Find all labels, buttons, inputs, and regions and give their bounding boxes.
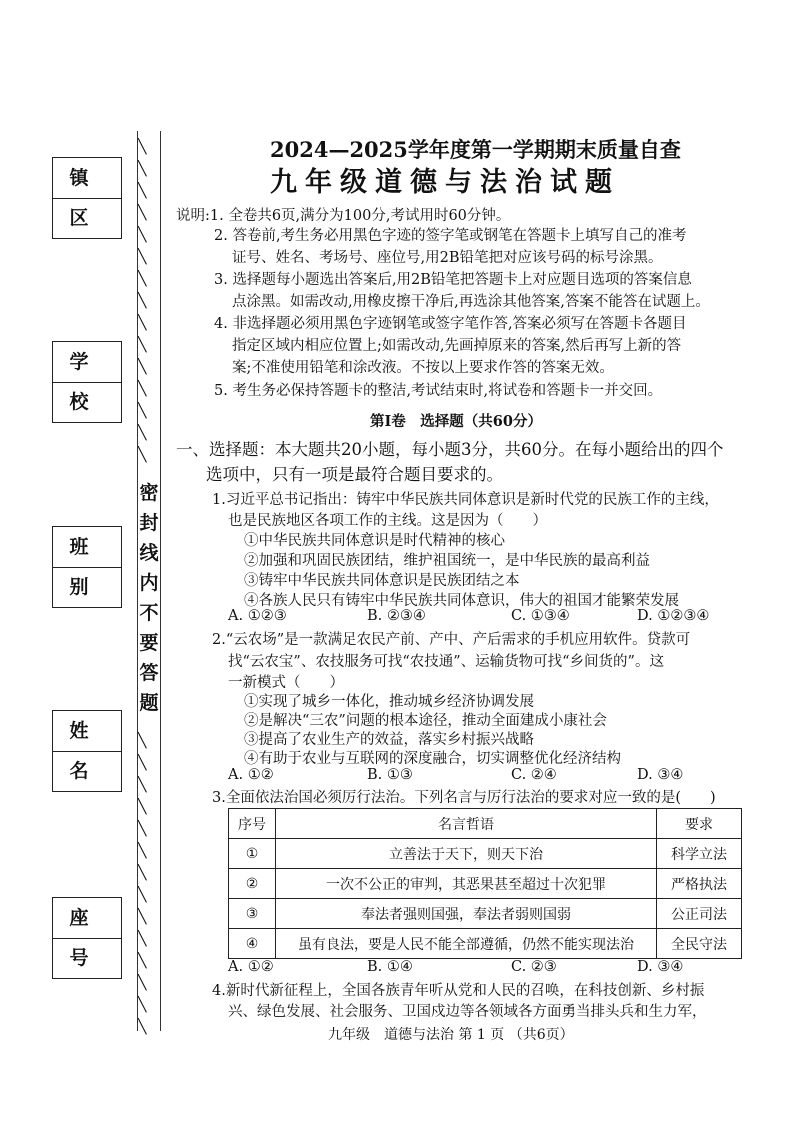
q2-item: ②是解决“三农”问题的根本途径，推动全面建成小康社会 bbox=[244, 713, 607, 729]
q2-option-d[interactable]: D. ③④ bbox=[637, 767, 684, 783]
table-row bbox=[229, 929, 742, 959]
seal-char: 线 bbox=[139, 542, 159, 564]
q3-table bbox=[228, 808, 742, 959]
q1-stem: 也是民族地区各项工作的主线。这是因为（ ） bbox=[228, 513, 547, 529]
binding-slash: ╲ bbox=[138, 139, 147, 155]
table-cell: 公正司法 bbox=[657, 899, 742, 929]
field-seat-label: 座号 bbox=[53, 898, 121, 939]
col-header: 名言哲语 bbox=[276, 809, 657, 839]
q1-item: ④各族人民只有铸牢中华民族共同体意识，伟大的祖国才能繁荣发展 bbox=[244, 593, 679, 609]
binding-slash: ╲ bbox=[138, 777, 147, 793]
binding-slash: ╲ bbox=[138, 183, 147, 199]
q3-stem: 3.全面依法治国必须厉行法治。下列名言与厉行法治的要求对应一致的是( ) bbox=[212, 790, 716, 806]
binding-slash: ╲ bbox=[138, 337, 147, 353]
binding-slash: ╲ bbox=[138, 315, 147, 331]
table-cell: ② bbox=[229, 869, 276, 899]
note-line: 说明:1. 全卷共6页,满分为100分,考试用时60分钟。 bbox=[176, 208, 511, 224]
q4-stem: 兴、绿色发展、社会服务、卫国戍边等各领域各方面勇当排头兵和生力军， bbox=[228, 1004, 707, 1020]
q2-option-b[interactable]: B. ①③ bbox=[367, 767, 413, 783]
note-line: 3. 选择题每小题选出答案后,用2B铅笔把答题卡上对应题目选项的答案信息 bbox=[214, 272, 692, 288]
binding-slash: ╲ bbox=[138, 843, 147, 859]
binding-slash: ╲ bbox=[138, 821, 147, 837]
binding-slash: ╲ bbox=[138, 161, 147, 177]
q1-option-d[interactable]: D. ①②③④ bbox=[637, 608, 710, 624]
seal-char: 答 bbox=[139, 662, 159, 684]
q4-stem: 4.新时代新征程上，全国各族青年听从党和人民的召唤，在科技创新、乡村振 bbox=[212, 983, 705, 999]
q2-item: ③提高了农业生产的效益，落实乡村振兴战略 bbox=[244, 732, 534, 748]
binding-slash: ╲ bbox=[138, 931, 147, 947]
table-header-row bbox=[229, 809, 742, 839]
field-school-label: 学校 bbox=[53, 342, 121, 383]
q3-option-a[interactable]: A. ①② bbox=[228, 959, 274, 975]
field-town-label: 镇区 bbox=[53, 158, 121, 199]
table-cell: 立善法于天下，则天下治 bbox=[276, 839, 657, 869]
table-cell: 一次不公正的审判，其恶果甚至超过十次犯罪 bbox=[276, 869, 657, 899]
binding-slash: ╲ bbox=[138, 249, 147, 265]
page-title: 九年级道德与法治试题 bbox=[270, 167, 620, 198]
binding-slash: ╲ bbox=[138, 953, 147, 969]
binding-slash: ╲ bbox=[138, 887, 147, 903]
binding-slash: ╲ bbox=[138, 865, 147, 881]
note-line: 5. 考生务必保持答题卡的整洁,考试结束时,将试卷和答题卡一并交回。 bbox=[214, 383, 663, 399]
field-town[interactable] bbox=[52, 157, 122, 239]
note-line: 点涂黑。如需改动,用橡皮擦干净后,再选涂其他答案,答案不能答在试题上。 bbox=[232, 294, 710, 310]
table-cell: 严格执法 bbox=[657, 869, 742, 899]
q1-option-b[interactable]: B. ②③④ bbox=[367, 608, 426, 624]
table-cell: ④ bbox=[229, 929, 276, 959]
q2-item: ④有助于农业与互联网的深度融合，切实调整优化经济结构 bbox=[244, 751, 621, 767]
table-cell: ③ bbox=[229, 899, 276, 929]
section-heading: 一、选择题：本大题共20小题，每小题3分，共60分。在每小题给出的四个 bbox=[176, 440, 724, 459]
term-title: 2024—2025学年度第一学期期末质量自查 bbox=[270, 137, 681, 162]
field-class-label: 班别 bbox=[53, 527, 121, 568]
table-cell: 虽有良法，要是人民不能全部遵循，仍然不能实现法治 bbox=[276, 929, 657, 959]
q2-stem: 2.“云农场”是一款满足农民产前、产中、产后需求的手机应用软件。贷款可 bbox=[212, 632, 691, 648]
binding-slash: ╲ bbox=[138, 425, 147, 441]
binding-slash: ╲ bbox=[138, 447, 147, 463]
table-row bbox=[229, 899, 742, 929]
field-class[interactable] bbox=[52, 526, 122, 608]
seal-char: 封 bbox=[139, 512, 159, 534]
binding-slash: ╲ bbox=[138, 733, 147, 749]
binding-slash: ╲ bbox=[138, 403, 147, 419]
page-footer: 九年级 道德与法治 第 1 页 （共6页） bbox=[328, 1027, 574, 1043]
seal-char: 要 bbox=[139, 632, 159, 654]
q2-item: ①实现了城乡一体化，推动城乡经济协调发展 bbox=[244, 694, 534, 710]
table-cell: ① bbox=[229, 839, 276, 869]
q3-option-b[interactable]: B. ①④ bbox=[367, 959, 413, 975]
note-line: 指定区域内相应位置上;如需改动,先画掉原来的答案,然后再写上新的答 bbox=[232, 338, 682, 354]
section-heading: 选项中，只有一项是最符合题目要求的。 bbox=[206, 465, 503, 484]
q2-option-c[interactable]: C. ②④ bbox=[511, 767, 557, 783]
binding-slash: ╲ bbox=[138, 227, 147, 243]
binding-slash: ╲ bbox=[138, 909, 147, 925]
seal-char: 题 bbox=[139, 692, 159, 714]
col-header: 序号 bbox=[229, 809, 276, 839]
seal-char: 不 bbox=[139, 602, 159, 624]
q1-stem: 1.习近平总书记指出：铸牢中华民族共同体意识是新时代党的民族工作的主线， bbox=[212, 492, 719, 508]
table-row bbox=[229, 869, 742, 899]
q1-item: ②加强和巩固民族团结，维护祖国统一，是中华民族的最高利益 bbox=[244, 553, 650, 569]
q2-stem: 一新模式（ ） bbox=[228, 675, 344, 691]
binding-slash: ╲ bbox=[138, 1019, 147, 1035]
binding-slash: ╲ bbox=[138, 799, 147, 815]
field-seat[interactable] bbox=[52, 897, 122, 979]
seal-char: 密 bbox=[139, 482, 159, 504]
binding-slash: ╲ bbox=[138, 205, 147, 221]
q2-stem: 找“云农宝”、农技服务可找“农技通”、运输货物可找“乡间货的”。这 bbox=[228, 654, 664, 670]
part-heading: 第Ⅰ卷 选择题（共60分） bbox=[370, 413, 542, 430]
binding-slash: ╲ bbox=[138, 359, 147, 375]
q1-item: ①中华民族共同体意识是时代精神的核心 bbox=[244, 533, 505, 549]
field-name-label: 姓名 bbox=[53, 711, 121, 752]
col-header: 要求 bbox=[657, 809, 742, 839]
q1-option-a[interactable]: A. ①②③ bbox=[228, 608, 287, 624]
q3-option-d[interactable]: D. ③④ bbox=[637, 959, 684, 975]
q2-option-a[interactable]: A. ①② bbox=[228, 767, 274, 783]
binding-slash: ╲ bbox=[138, 293, 147, 309]
binding-line-right bbox=[160, 131, 161, 1031]
table-cell: 奉法者强则国强，奉法者弱则国弱 bbox=[276, 899, 657, 929]
q1-option-c[interactable]: C. ①③④ bbox=[511, 608, 570, 624]
field-school[interactable] bbox=[52, 341, 122, 423]
q3-option-c[interactable]: C. ②③ bbox=[511, 959, 557, 975]
table-row bbox=[229, 839, 742, 869]
note-line: 证号、姓名、考场号、座位号,用2B铅笔把对应该号码的标号涂黑。 bbox=[232, 250, 663, 266]
note-line: 案;不准使用铅笔和涂改液。不按以上要求作答的答案无效。 bbox=[232, 360, 614, 376]
table-cell: 科学立法 bbox=[657, 839, 742, 869]
field-name[interactable] bbox=[52, 710, 122, 792]
binding-slash: ╲ bbox=[138, 975, 147, 991]
binding-slash: ╲ bbox=[138, 755, 147, 771]
binding-slash: ╲ bbox=[138, 381, 147, 397]
binding-slash: ╲ bbox=[138, 997, 147, 1013]
note-line: 2. 答卷前,考生务必用黑色字迹的签字笔或钢笔在答题卡上填写自己的准考 bbox=[214, 228, 687, 244]
q1-item: ③铸牢中华民族共同体意识是民族团结之本 bbox=[244, 573, 520, 589]
seal-char: 内 bbox=[139, 572, 159, 594]
table-cell: 全民守法 bbox=[657, 929, 742, 959]
binding-slash: ╲ bbox=[138, 271, 147, 287]
note-line: 4. 非选择题必须用黑色字迹钢笔或签字笔作答,答案必须写在答题卡各题目 bbox=[214, 316, 687, 332]
